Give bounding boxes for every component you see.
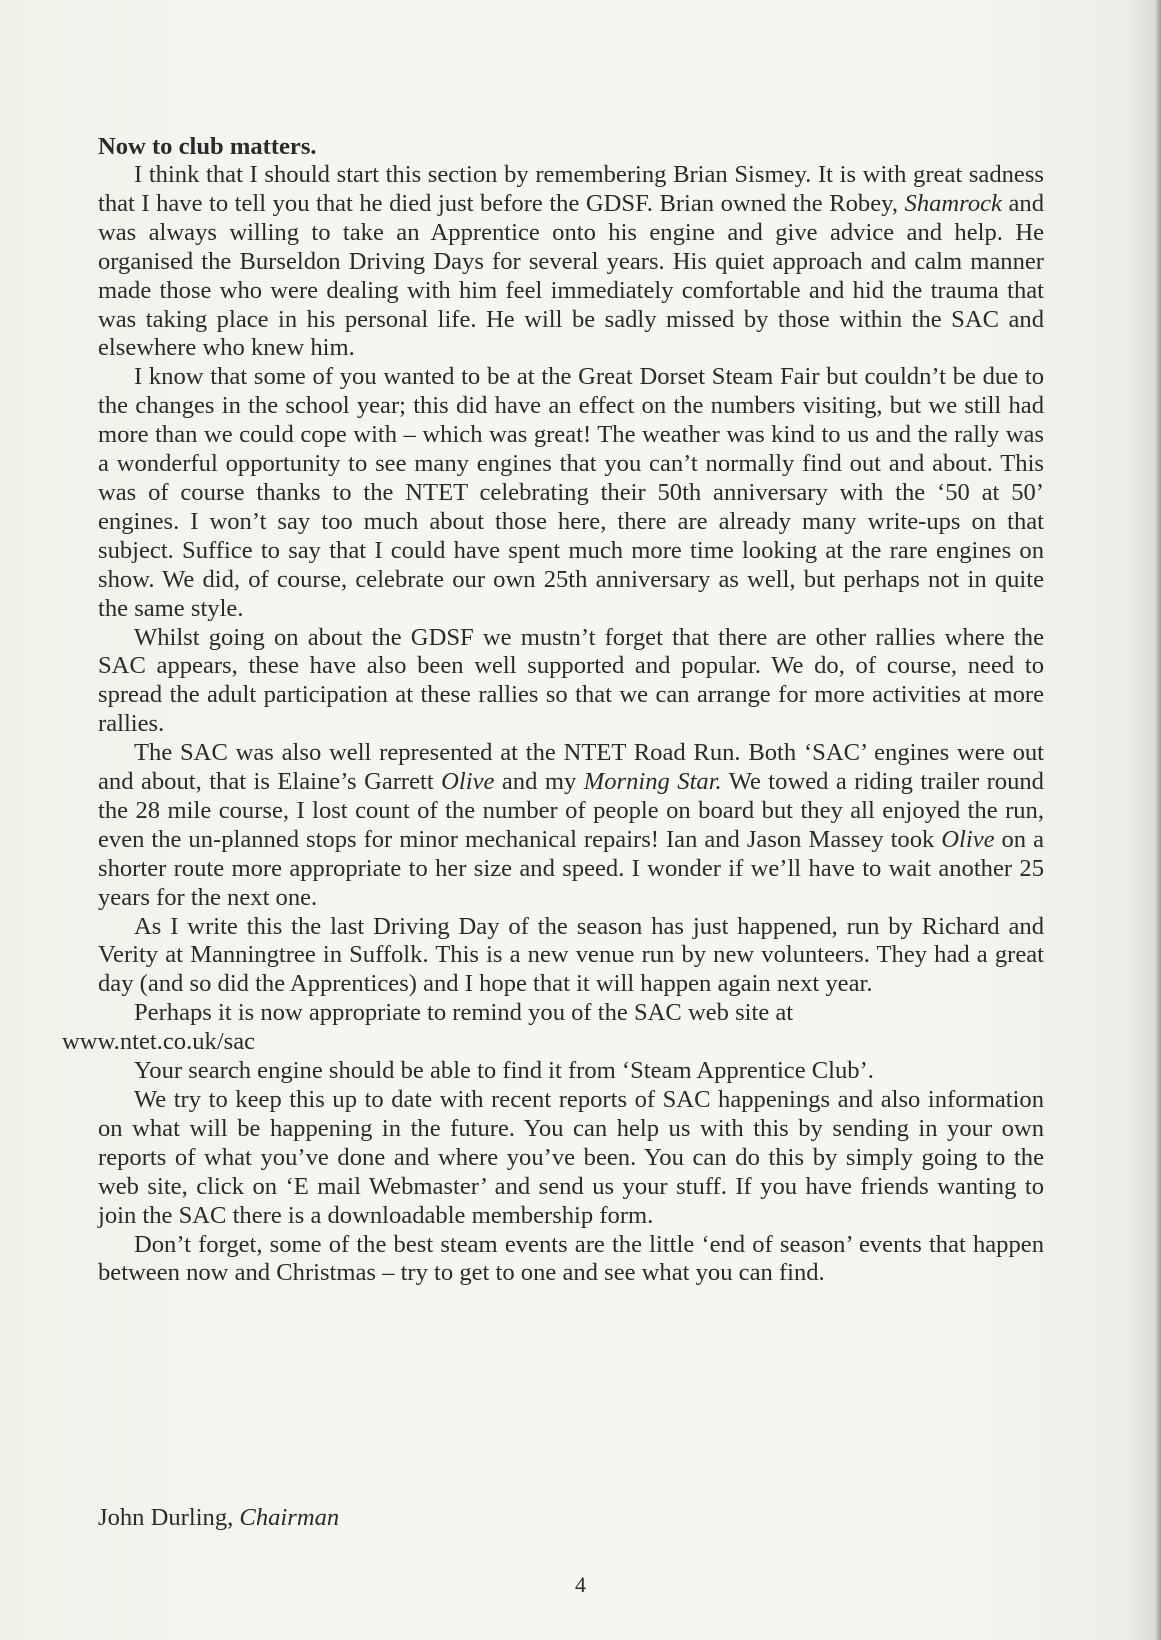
paragraph-brian-sismey [98,161,1044,363]
signature [98,1503,339,1532]
engine-name: Olive [441,768,495,796]
paragraph-other-rallies: Whilst going on about the GDSF we mustn’t forget that there are other rallies where the SAC appears, these have also been well supported and popular. We do, of course, need to spread the adult participation at these rallies so that we can arrange for more activities at more rallies. [98,623,1044,738]
paragraph-road-run [98,739,1044,912]
paragraph-web-site [62,999,1044,1057]
paragraph-driving-day: As I write this the last Driving Day of the season has just happened, run by Richard and Verity at Manningtree in Suffolk. This is a new venue run by new volunteers. They had a great day (and so did the Apprentices) and I hope that it will happen again next year. [98,912,1044,998]
page-edge-shadow [1155,0,1161,1640]
paragraph-search-engine: Your search engine should be able to find it from ‘Steam Apprentice Club’. [134,1057,874,1085]
paragraph-gdsf: I know that some of you wanted to be at the Great Dorset Steam Fair but couldn’t be due to the changes in the school year; this did have an effect on the numbers visiting, but we still had more than we could cope with – which was great! The weather was kind to us and the rally was a wonderful opportunity to see many engines that you can’t normally find out and about. This was of course thanks to the NTET celebrating their 50th anniversary with the ‘50 at 50’ engines. I won’t say too much about those here, there are already many write-ups on that subject. Suffice to say that I could have spent much more time looking at the rare engines on show. We did, of course, celebrate our own 25th anniversary as well, but perhaps not in quite the same style. [98,363,1044,622]
paragraph-end-of-season: Don’t forget, some of the best steam events are the little ‘end of season’ events that happen between now and Christmas – try to get to one and see what you can find. [98,1230,1044,1287]
web-site-url: www.ntet.co.uk/sac [62,1028,256,1056]
text-span: Perhaps it is now appropriate to remind you of the SAC web site at [134,999,794,1027]
text-span: and my [494,768,584,796]
signature-title: Chairman [239,1504,340,1531]
text-span: We towed a riding trailer round the 28 mile course, I lost count of the number of people on board but they all enjoyed the run, even the un-planned stops for minor mechanical repairs! Ian and Jason Massey took [98,768,1044,853]
engine-name: Morning Star. [583,768,722,796]
article [62,132,1044,1288]
page-number: 4 [575,1572,586,1597]
paragraph-reports: We try to keep this up to date with recent reports of SAC happenings and also information on what will be happening in the future. You can help us with this by sending in your own reports of what you’ve done and where you’ve been. You can do this by simply going to the web site, click on ‘E mail Webmaster’ and send us your stuff. If you have friends wanting to join the SAC there is a downloadable membership form. [98,1086,1044,1229]
text-span: I think that I should start this section by remembering Brian Sismey. It is with great sadness that I have to tell you that he died just before the GDSF. Brian owned the Robey, [98,161,1044,217]
text-span: and was always willing to take an Apprentice onto his engine and give advice and help. He organised the Burseldon Driving Days for several years. His quiet approach and calm manner made those who were dealing with him feel immediately comfortable and hid the trauma that was taking place in his personal life. He will be sadly missed by those within the SAC and elsewhere who knew him. [98,189,1044,362]
text-span: The SAC was also well represented at the NTET Road Run. Both ‘SAC’ engines were out and about, that is Elaine’s Garrett [98,739,1044,796]
engine-name: Olive [941,825,995,853]
text-span: on a shorter route more appropriate to her size and speed. I wonder if we’ll have to wait another 25 years for the next one. [98,825,1044,911]
engine-name: Shamrock [904,189,1002,217]
section-heading: Now to club matters. [98,133,317,160]
signature-name: John Durling, [98,1504,240,1531]
